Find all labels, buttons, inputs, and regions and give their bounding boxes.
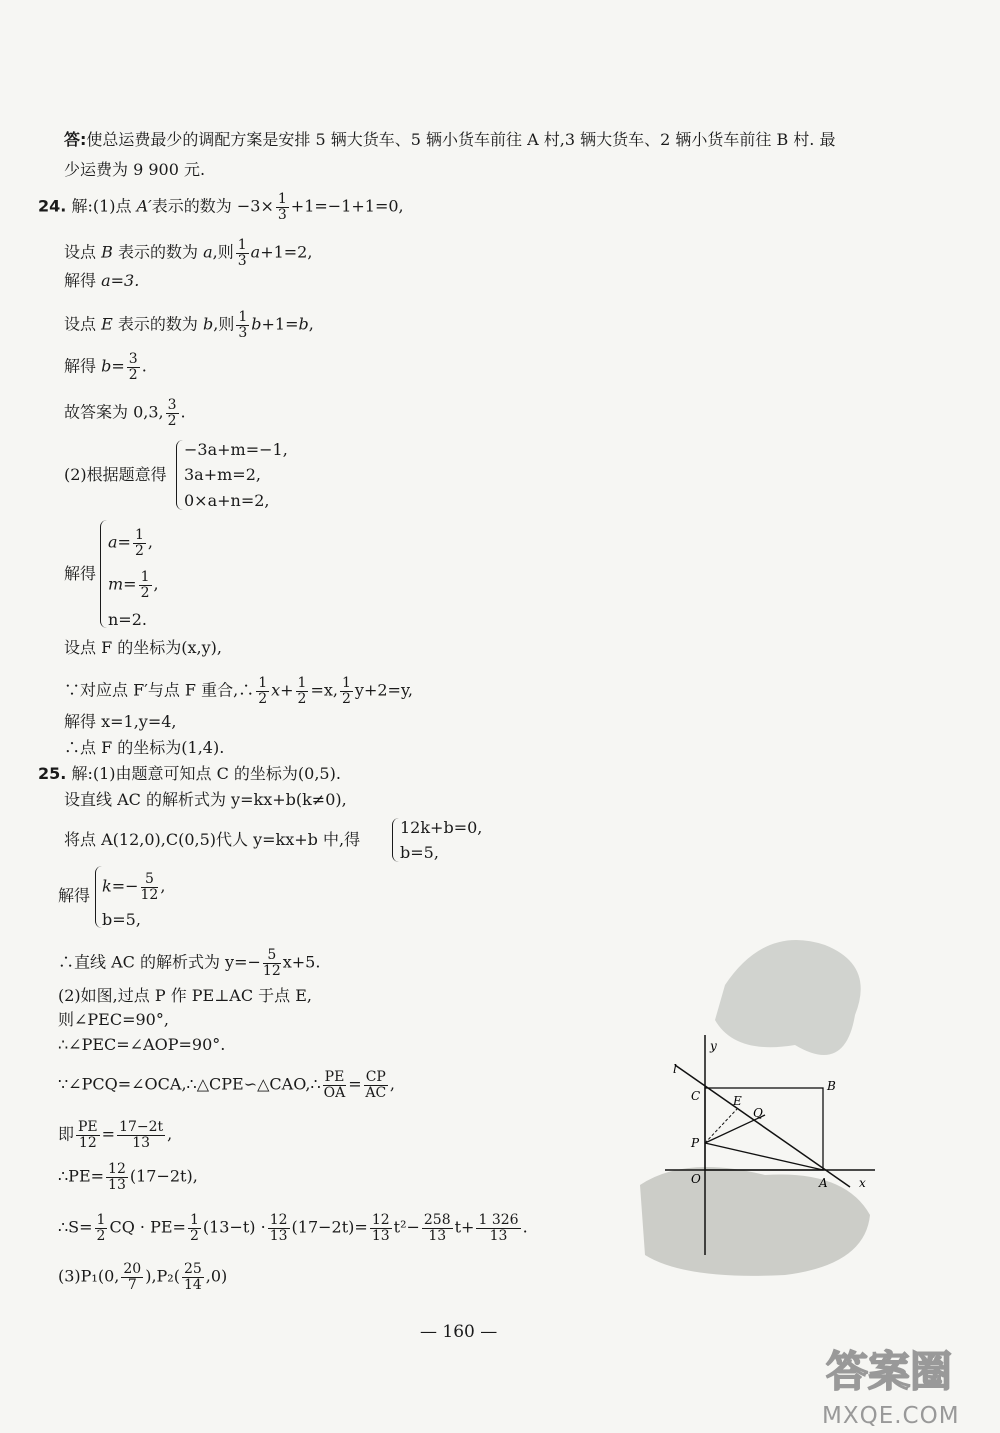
result-eq-4: k=− $\frac{5}{12}$ ,: [102, 871, 166, 903]
label-y: y: [710, 1039, 717, 1053]
result-eq-2: m= $\frac{1}{2}$ ,: [108, 569, 159, 601]
geometry-figure: [615, 925, 895, 1300]
system-eq-3: 0×a+n=2,: [184, 491, 270, 510]
brace: [392, 818, 399, 862]
label-o: O: [691, 1172, 701, 1186]
q25-line-2: 设直线 AC 的解析式为 y=kx+b(k≠0),: [64, 790, 347, 809]
scan-smudge: [715, 940, 861, 1055]
label-l: l: [673, 1062, 677, 1076]
scan-smudge: [640, 1167, 870, 1276]
rectangle-oabc: [705, 1088, 823, 1170]
label-a: A: [819, 1176, 828, 1190]
q25-line-10: 即 $\frac{PE}{12}$ = $\frac{17-2t}{13}$ ,: [58, 1119, 173, 1151]
q25-line-11: ∴PE= $\frac{12}{13}$ (17−2t),: [58, 1161, 198, 1193]
result-eq-5: b=5,: [102, 910, 141, 929]
q25-number: 25.: [38, 764, 67, 783]
q25-line-3: 将点 A(12,0),C(0,5)代人 y=kx+b 中,得: [64, 830, 361, 849]
q24-line-3: 解得 a=3.: [64, 271, 140, 290]
q24-line-10: ∵对应点 F′与点 F 重合,∴ $\frac{1}{2}$ x+ $\frac{1}{2}$ =x, $\frac{1}{2}$ y+2=y,: [64, 675, 413, 707]
fraction: $\frac{3}{2}$: [128, 351, 138, 383]
q24-line-8: 解得: [64, 564, 97, 583]
q24-number: 24.: [38, 196, 67, 216]
fraction: $\frac{3}{2}$: [167, 397, 177, 429]
q25-line-13: (3)P₁(0, $\frac{20}{7}$ ),P₂( $\frac{25}{14}$ ,0): [58, 1261, 228, 1293]
label-p: P: [691, 1136, 700, 1150]
svg-text:答案圈: 答案圈: [826, 1347, 953, 1396]
system-eq-5: b=5,: [400, 843, 439, 862]
label-e: E: [733, 1094, 742, 1108]
label-x: x: [859, 1176, 866, 1190]
q25-line-12: ∴S= $\frac{1}{2}$ CQ · PE= $\frac{1}{2}$ (13−t) · $\frac{12}{13}$ (17−2t)= $\frac{12}{13}$ t²− $\frac{258}{13}$ t+ $\frac{1 326}{13}$ .: [58, 1212, 528, 1244]
result-eq-3: n=2.: [108, 610, 147, 629]
label-q: Q: [753, 1106, 763, 1120]
label-c: C: [691, 1089, 701, 1103]
q24-line-9: 设点 F 的坐标为(x,y),: [64, 638, 222, 657]
fraction: $\frac{1}{3}$: [277, 191, 287, 223]
q24-line-11: 解得 x=1,y=4,: [64, 712, 177, 731]
brace: [95, 866, 102, 928]
q24-line-5: 解得 b= $\frac{3}{2}$ .: [64, 351, 147, 383]
system-eq-4: 12k+b=0,: [400, 818, 483, 837]
q25-line-5: ∴直线 AC 的解析式为 y=− $\frac{5}{12}$ x+5.: [58, 947, 321, 979]
q24-line-7: (2)根据题意得: [64, 465, 167, 484]
system-eq-2: 3a+m=2,: [184, 465, 261, 484]
q24-line-1: 24. 解:(1)点 A′表示的数为 −3× $\frac{1}{3}$ +1=−1+1=0,: [38, 191, 404, 223]
answer-line-1: 答:使总运费最少的调配方案是安排 5 辆大货车、5 辆小货车前往 A 村,3 辆大货车、2 辆小货车前往 B 村. 最: [64, 130, 836, 149]
system-eq-1: −3a+m=−1,: [184, 440, 288, 459]
page-number: — 160 —: [420, 1322, 498, 1342]
label-b: B: [827, 1079, 836, 1093]
q25-line-9: ∵∠PCQ=∠OCA,∴△CPE∽△CAO,∴ $\frac{PE}{OA}$ = $\frac{CP}{AC}$ ,: [58, 1069, 395, 1101]
q25-line-6: (2)如图,过点 P 作 PE⊥AC 于点 E,: [58, 986, 313, 1005]
fraction: $\frac{1}{3}$: [237, 237, 247, 269]
brace: [100, 520, 107, 628]
q25-line-4: 解得: [58, 886, 91, 905]
answer-line-2: 少运费为 9 900 元.: [64, 160, 206, 179]
watermark-url: MXQE.COM: [822, 1403, 960, 1429]
answer-prefix: 答:: [64, 130, 87, 149]
q24-line-4: 设点 E 表示的数为 b,则 $\frac{1}{3}$ b+1=b,: [64, 309, 314, 341]
segment-pe: [705, 1109, 737, 1143]
brace: [176, 440, 183, 510]
result-eq-1: a= $\frac{1}{2}$ ,: [108, 527, 153, 559]
fraction: $\frac{1}{3}$: [238, 309, 248, 341]
q24-line-2: 设点 B 表示的数为 a,则 $\frac{1}{3}$ a+1=2,: [64, 237, 313, 269]
q25-line-1: 25. 解:(1)由题意可知点 C 的坐标为(0,5).: [38, 764, 341, 783]
q24-line-6: 故答案为 0,3, $\frac{3}{2}$ .: [64, 397, 186, 429]
q25-line-7: 则∠PEC=90°,: [58, 1010, 169, 1029]
q24-line-12: ∴点 F 的坐标为(1,4).: [64, 738, 225, 757]
q25-line-8: ∴∠PEC=∠AOP=90°.: [58, 1035, 226, 1054]
